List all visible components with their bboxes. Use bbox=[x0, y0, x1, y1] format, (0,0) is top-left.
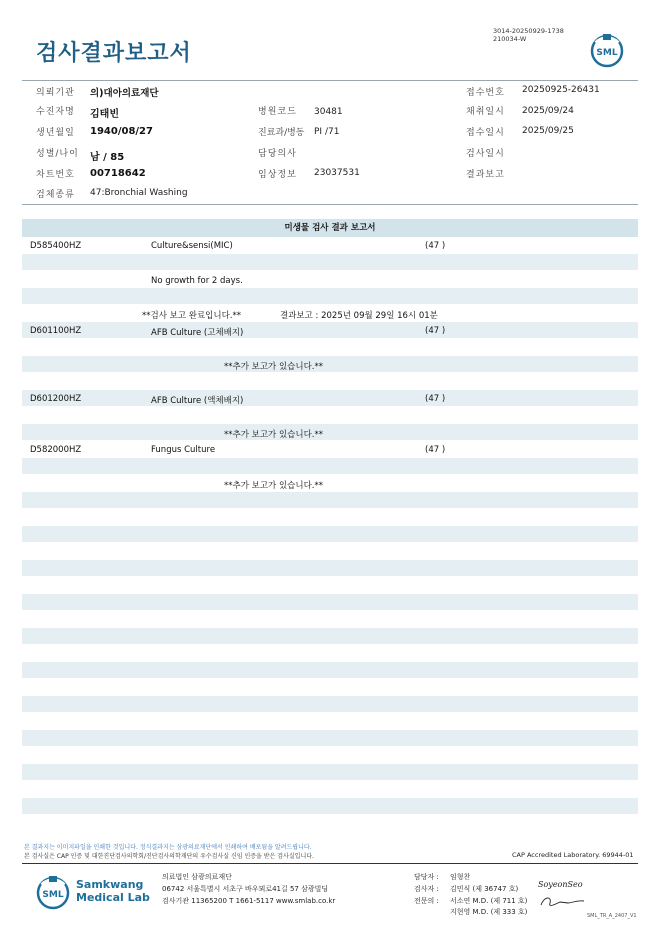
clinical-info-label: 임상정보 bbox=[258, 170, 297, 180]
divider-footer bbox=[22, 863, 638, 864]
staff-name: 임형찬 bbox=[450, 873, 471, 881]
staff-label: 담당자 : bbox=[414, 873, 439, 881]
tester-name: 김민식 (제 36747 호) bbox=[450, 885, 519, 893]
table-band bbox=[22, 594, 638, 610]
test-name: AFB Culture (고체배지) bbox=[151, 328, 244, 338]
cap-accreditation: CAP Accredited Laboratory. 69944-01 bbox=[512, 851, 634, 859]
table-band bbox=[22, 628, 638, 644]
table-band bbox=[22, 696, 638, 712]
divider-top bbox=[22, 80, 638, 81]
test-date-label: 검사일시 bbox=[466, 149, 505, 159]
signature-second bbox=[538, 894, 588, 910]
table-band bbox=[22, 492, 638, 508]
dept-ward-label: 진료과/병동 bbox=[258, 128, 305, 138]
tester-label: 검사자 : bbox=[414, 885, 439, 893]
collect-date: 2025/09/24 bbox=[522, 106, 574, 116]
result-report-label: 결과보고 bbox=[466, 170, 505, 180]
patient-name: 김태빈 bbox=[90, 109, 119, 120]
specimen-code: (47 ) bbox=[425, 326, 446, 336]
test-name: AFB Culture (액체배지) bbox=[151, 396, 244, 406]
test-code: D601200HZ bbox=[30, 394, 82, 404]
table-band bbox=[22, 424, 638, 440]
birth: 1940/08/27 bbox=[90, 126, 153, 137]
doctor-label: 담당의사 bbox=[258, 149, 297, 159]
form-code: SML_TR_A_2407_V1 bbox=[587, 913, 637, 919]
table-band bbox=[22, 390, 638, 406]
birth-label: 생년월일 bbox=[36, 128, 75, 138]
table-band bbox=[22, 798, 638, 814]
test-code: D582000HZ bbox=[30, 445, 82, 455]
specimen-code: (47 ) bbox=[425, 445, 446, 455]
brand-line1: Samkwang bbox=[76, 878, 144, 891]
test-code: D601100HZ bbox=[30, 326, 82, 336]
org-address: 06742 서울특별시 서초구 바우뫼로41길 57 삼광빌딩 bbox=[162, 885, 329, 893]
brand-line2: Medical Lab bbox=[76, 891, 150, 904]
clinical-info: 23037531 bbox=[314, 168, 360, 178]
additional-report-note: **추가 보고가 있습니다.** bbox=[224, 481, 324, 491]
sex-age-label: 성별/나이 bbox=[36, 149, 79, 159]
table-band bbox=[22, 764, 638, 780]
specimen: 47:Bronchial Washing bbox=[90, 188, 188, 198]
table-band bbox=[22, 254, 638, 270]
chart-no: 00718642 bbox=[90, 168, 146, 179]
table-band bbox=[22, 356, 638, 372]
report-time: 결과보고 : 2025년 09월 29일 16시 01분 bbox=[280, 311, 438, 321]
test-code: D585400HZ bbox=[30, 241, 82, 251]
specialist-name-2: 지현영 M.D. (제 333 호) bbox=[450, 908, 528, 916]
results-heading: 미생물 검사 결과 보고서 bbox=[22, 219, 638, 237]
document-id-line1: 3014-20250929-1738 bbox=[493, 27, 564, 35]
hospital-code: 30481 bbox=[314, 107, 343, 117]
sex-age: 남 / 85 bbox=[90, 152, 125, 163]
certification-note: 본 검사실은 CAP 인증 및 대한진단검사의학회/진단검사의학재단의 우수검사실 신임 인증을 받은 검사실입니다. bbox=[24, 853, 314, 860]
org-contact: 검사기관 11365200 T 1661-5117 www.smlab.co.kr bbox=[162, 897, 336, 905]
specimen-label: 검체종류 bbox=[36, 190, 75, 200]
logo-text: SML bbox=[42, 890, 64, 900]
signature-soyeon-seo: SoyeonSeo bbox=[538, 880, 583, 889]
brand-name bbox=[76, 878, 150, 904]
report-complete-note: **검사 보고 완료입니다.** bbox=[142, 311, 242, 321]
table-band bbox=[22, 730, 638, 746]
receipt-date-label: 접수일시 bbox=[466, 128, 505, 138]
image-disclaimer: 본 결과지는 이미지파일을 인쇄한 것입니다. 정식결과지는 삼광의료재단에서 인쇄하여 배포됨을 알려드립니다. bbox=[24, 844, 312, 851]
additional-report-note: **추가 보고가 있습니다.** bbox=[224, 362, 324, 372]
test-name: Culture&sensi(MIC) bbox=[151, 241, 233, 251]
logo-text: SML bbox=[596, 48, 618, 58]
specialist-label: 전문의 : bbox=[414, 897, 439, 905]
org-name: 의료법인 삼광의료재단 bbox=[162, 873, 232, 881]
request-org: 의)대아의료재단 bbox=[90, 88, 159, 99]
table-band bbox=[22, 458, 638, 474]
request-org-label: 의뢰기관 bbox=[36, 88, 75, 98]
patient-name-label: 수진자명 bbox=[36, 107, 75, 117]
collect-date-label: 채취일시 bbox=[466, 107, 505, 117]
table-band bbox=[22, 662, 638, 678]
receipt-date: 2025/09/25 bbox=[522, 126, 574, 136]
receipt-no-label: 접수번호 bbox=[466, 88, 505, 98]
table-band bbox=[22, 322, 638, 338]
table-band bbox=[22, 288, 638, 304]
specialist-name-1: 서소연 M.D. (제 711 호) bbox=[450, 897, 528, 905]
hospital-code-label: 병원코드 bbox=[258, 107, 297, 117]
sml-footer-logo bbox=[36, 876, 70, 910]
result-text: No growth for 2 days. bbox=[151, 276, 243, 286]
table-band bbox=[22, 526, 638, 542]
table-band bbox=[22, 560, 638, 576]
specimen-code: (47 ) bbox=[425, 241, 446, 251]
document-id bbox=[493, 27, 564, 43]
specimen-code: (47 ) bbox=[425, 394, 446, 404]
document-id-line2: 210034-W bbox=[493, 35, 527, 43]
dept-ward: PI /71 bbox=[314, 127, 340, 137]
report-title: 검사결과보고서 bbox=[36, 41, 192, 66]
additional-report-note: **추가 보고가 있습니다.** bbox=[224, 430, 324, 440]
test-name: Fungus Culture bbox=[151, 445, 216, 455]
sml-logo bbox=[590, 34, 624, 68]
divider-info bbox=[22, 204, 638, 205]
chart-no-label: 차트번호 bbox=[36, 170, 75, 180]
receipt-no: 20250925-26431 bbox=[522, 85, 600, 95]
